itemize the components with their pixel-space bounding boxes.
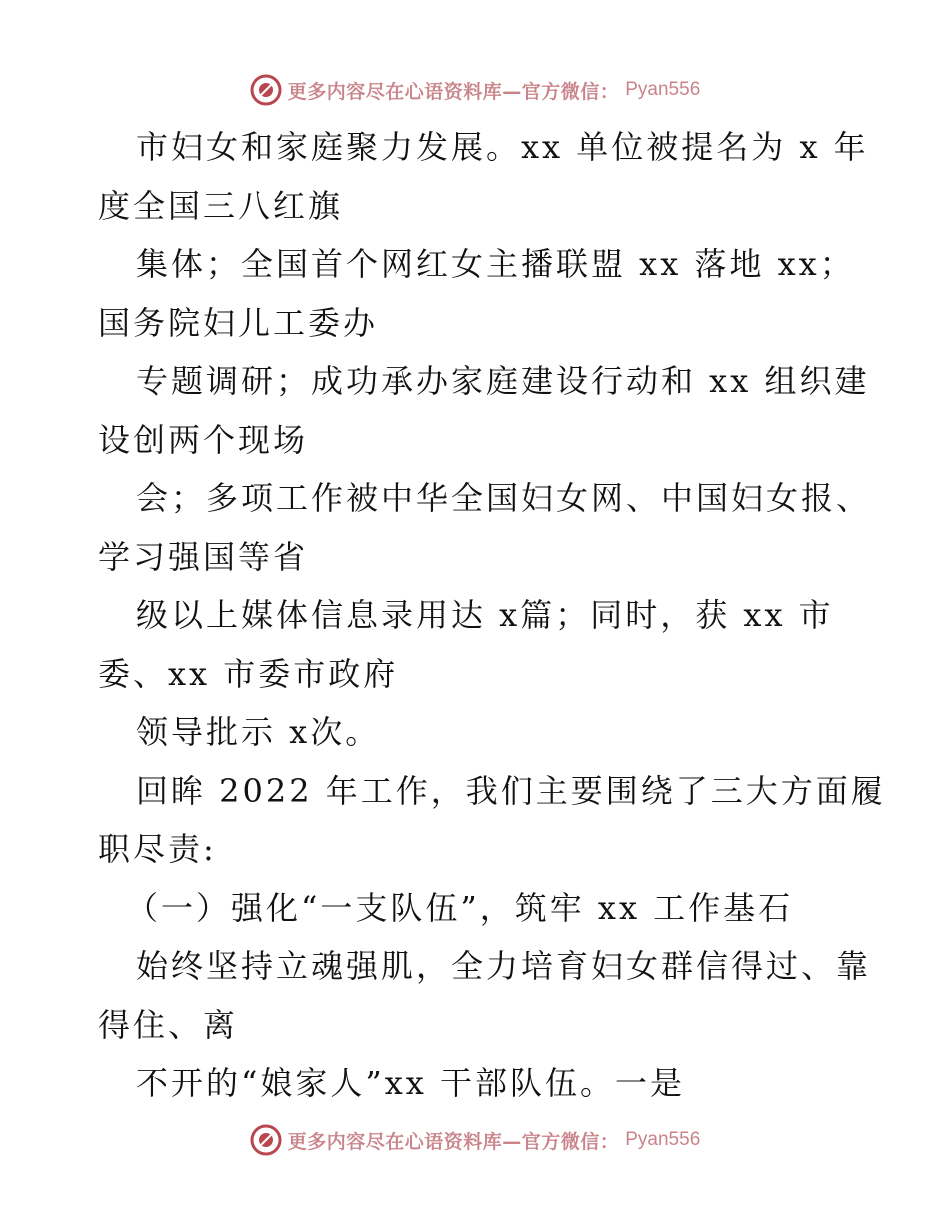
header-watermark-handle: Pyan556 bbox=[625, 79, 701, 100]
body-line: 领导批示 x次。 bbox=[136, 713, 381, 751]
body-line: 集体；全国首个网红女主播联盟 xx 落地 xx； bbox=[136, 245, 855, 283]
body-line: 设创两个现场 bbox=[98, 420, 309, 459]
body-line: 委、xx 市委市政府 bbox=[98, 654, 399, 693]
body-line: 得住、离 bbox=[98, 1005, 239, 1044]
body-line: 会；多项工作被中华全国妇女网、中国妇女报、 bbox=[136, 479, 872, 517]
body-line: 级以上媒体信息录用达 x篇；同时，获 xx 市 bbox=[136, 596, 834, 634]
footer-watermark-text: 更多内容尽在心语资料库—官方微信： bbox=[287, 1130, 620, 1153]
red-circle-logo-icon bbox=[250, 74, 282, 106]
body-line: 始终坚持立魂强肌，全力培育妇女群信得过、靠 bbox=[136, 947, 872, 985]
body-line: 学习强国等省 bbox=[98, 537, 309, 576]
body-line: 不开的“娘家人”xx 干部队伍。一是 bbox=[136, 1064, 685, 1102]
document-body bbox=[98, 118, 886, 1113]
body-line: 度全国三八红旗 bbox=[98, 186, 344, 225]
body-line: 职尽责: bbox=[98, 830, 217, 868]
red-circle-logo-icon bbox=[250, 1124, 282, 1156]
section-heading: （一）强化“一支队伍”，筑牢 xx 工作基石 bbox=[126, 888, 794, 927]
body-line: 国务院妇儿工委办 bbox=[98, 303, 379, 342]
header-watermark-text: 更多内容尽在心语资料库—官方微信： bbox=[287, 80, 620, 103]
footer-watermark-banner bbox=[0, 1120, 950, 1160]
body-line: 回眸 2022 年工作，我们主要围绕了三大方面履 bbox=[136, 771, 886, 810]
body-line: 市妇女和家庭聚力发展。xx 单位被提名为 x 年 bbox=[136, 128, 869, 166]
footer-watermark-handle: Pyan556 bbox=[625, 1129, 701, 1150]
header-watermark-banner bbox=[0, 70, 950, 110]
body-line: 专题调研；成功承办家庭建设行动和 xx 组织建 bbox=[136, 362, 870, 400]
